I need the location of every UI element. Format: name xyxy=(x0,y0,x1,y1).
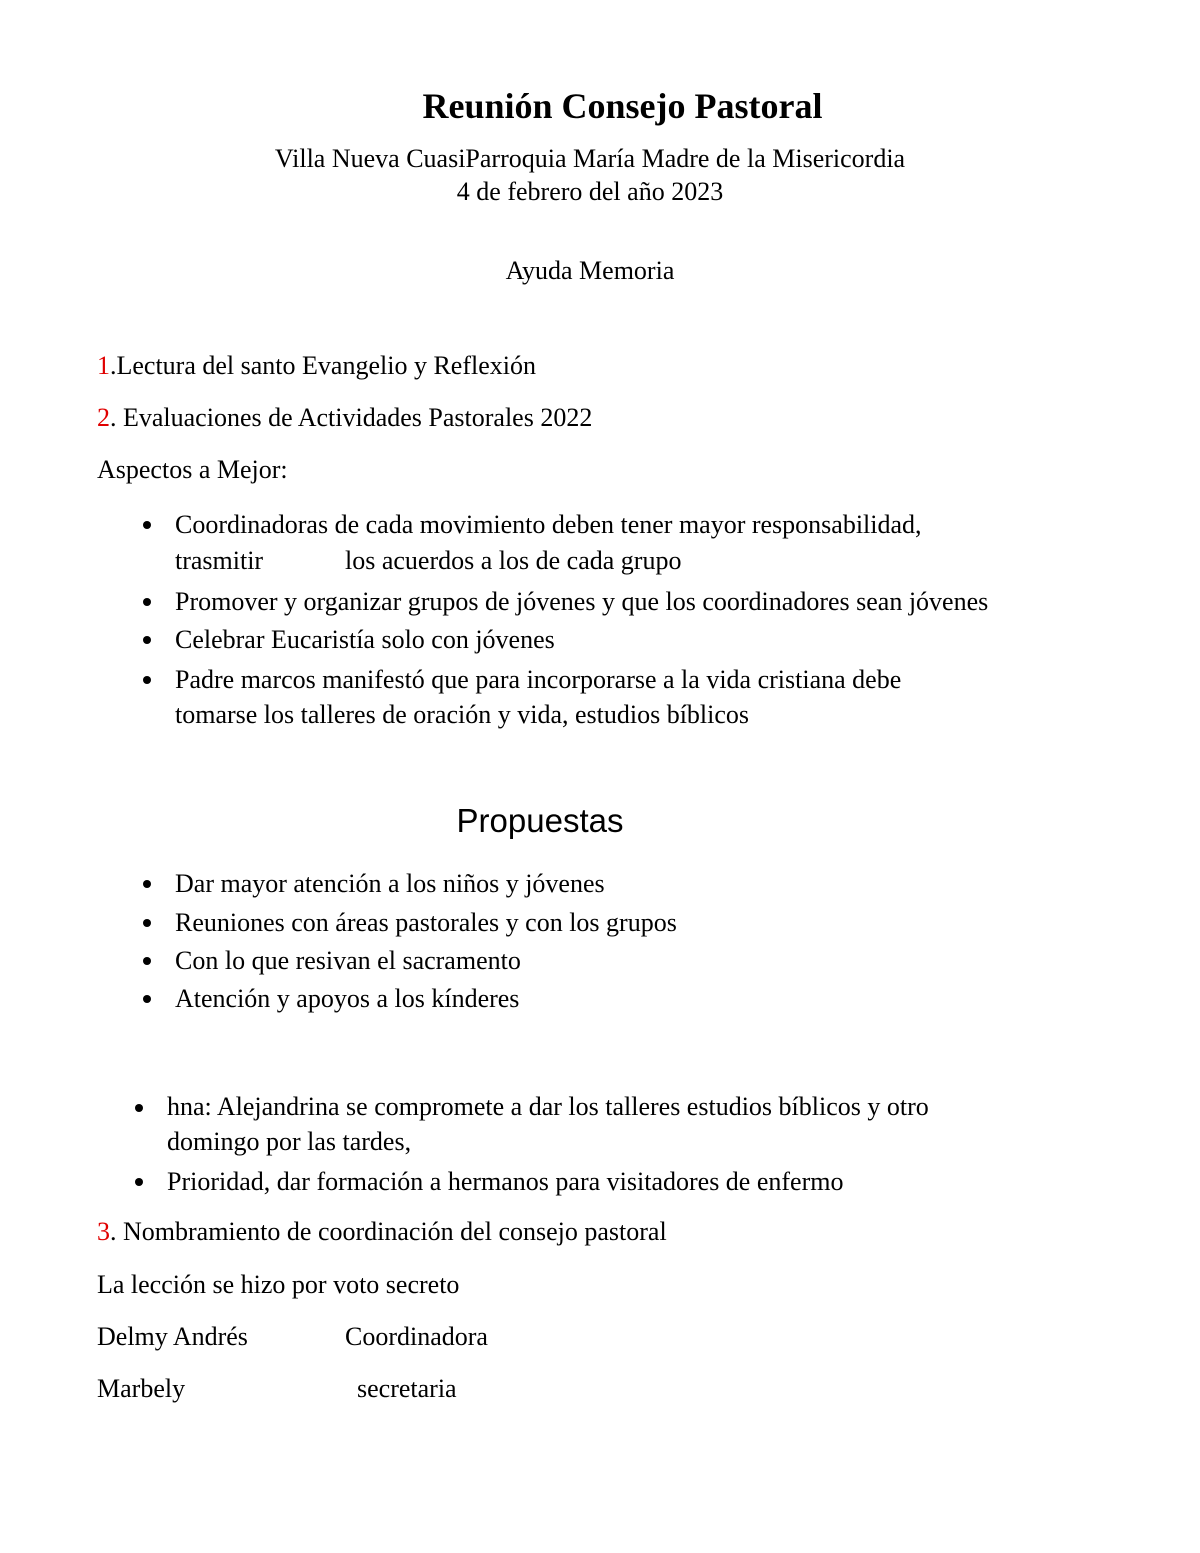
list-item-continuation: domingo por las tardes, xyxy=(167,1127,412,1156)
aspects-heading: Aspectos a Mejor: xyxy=(97,455,288,484)
officer-role: Coordinadora xyxy=(345,1322,488,1351)
officer-name: Marbely xyxy=(97,1374,186,1403)
election-note: La lección se hizo por voto secreto xyxy=(97,1270,460,1299)
bullet-icon xyxy=(143,880,151,888)
section-heading: Ayuda Memoria xyxy=(505,256,675,285)
bullet-icon xyxy=(135,1104,143,1112)
parish-subtitle: Villa Nueva CuasiParroquia María Madre de la Misericordia xyxy=(274,144,906,173)
list-item-continuation: trasmitir xyxy=(175,546,264,575)
bullet-icon xyxy=(143,995,151,1003)
officer-name: Delmy Andrés xyxy=(97,1322,248,1351)
list-item-continuation: los acuerdos a los de cada grupo xyxy=(345,546,682,575)
item-text: . Evaluaciones de Actividades Pastorales 2022 xyxy=(110,403,593,432)
list-item: Atención y apoyos a los kínderes xyxy=(175,984,520,1013)
item-number: 1 xyxy=(97,351,110,380)
bullet-icon xyxy=(143,521,151,529)
bullet-icon xyxy=(135,1178,143,1186)
bullet-icon xyxy=(143,636,151,644)
list-item: Celebrar Eucaristía solo con jóvenes xyxy=(175,625,555,654)
document-title: Reunión Consejo Pastoral xyxy=(422,86,823,126)
item-text: .Lectura del santo Evangelio y Reflexión xyxy=(110,351,536,380)
item-text: . Nombramiento de coordinación del consejo pastoral xyxy=(110,1217,667,1246)
list-item: Prioridad, dar formación a hermanos para visitadores de enfermo xyxy=(167,1167,844,1196)
list-item: Promover y organizar grupos de jóvenes y que los coordinadores sean jóvenes xyxy=(175,587,989,616)
bullet-icon xyxy=(143,598,151,606)
meeting-date: 4 de febrero del año 2023 xyxy=(456,177,724,206)
item-number: 2 xyxy=(97,403,110,432)
bullet-icon xyxy=(143,676,151,684)
list-item: Coordinadoras de cada movimiento deben tener mayor responsabilidad, xyxy=(175,510,922,539)
agenda-item-2 xyxy=(97,401,592,435)
proposals-heading: Propuestas xyxy=(456,802,624,839)
bullet-icon xyxy=(143,957,151,965)
list-item: Dar mayor atención a los niños y jóvenes xyxy=(175,869,605,898)
list-item: Reuniones con áreas pastorales y con los grupos xyxy=(175,908,677,937)
agenda-item-3 xyxy=(97,1215,667,1249)
list-item: Con lo que resivan el sacramento xyxy=(175,946,521,975)
item-number: 3 xyxy=(97,1217,110,1246)
list-item: hna: Alejandrina se compromete a dar los talleres estudios bíblicos y otro xyxy=(167,1092,929,1121)
list-item-continuation: tomarse los talleres de oración y vida, estudios bíblicos xyxy=(175,700,750,729)
agenda-item-1 xyxy=(97,349,536,383)
bullet-icon xyxy=(143,919,151,927)
list-item: Padre marcos manifestó que para incorporarse a la vida cristiana debe xyxy=(175,665,902,694)
officer-role: secretaria xyxy=(357,1374,457,1403)
